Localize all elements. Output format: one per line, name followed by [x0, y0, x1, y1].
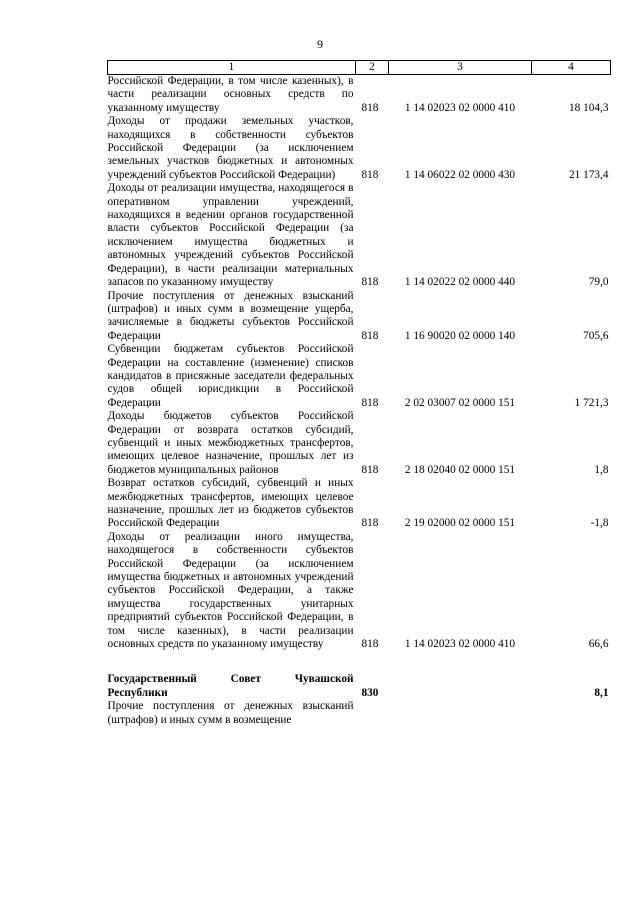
row-amount: 1,8	[594, 463, 609, 476]
column-number-4: 4	[532, 61, 611, 75]
revenue-table	[107, 60, 611, 727]
row-description: Возврат остатков субсидий, субвенций и иных межбюджетных трансфертов, имеющих целевое назначение, прошлых лет из бюджетов субъектов Российской Федерации	[107, 477, 354, 530]
row-amount	[532, 700, 611, 727]
table-row	[108, 115, 611, 182]
row-description: Прочие поступления от денежных взысканий (штрафов) и иных сумм в возмещение ущерба, зачисляемые в бюджеты субъектов Российской Федерации	[107, 289, 354, 342]
section-amount: 8,1	[594, 686, 609, 699]
row-admin-code: 818	[361, 396, 379, 409]
row-amount: -1,8	[590, 517, 609, 530]
row-admin-code: 818	[361, 329, 379, 342]
row-admin-code: 818	[361, 638, 379, 651]
section-header-row	[108, 673, 611, 700]
page-number: 9	[317, 37, 323, 51]
row-admin-code: 818	[361, 276, 379, 289]
column-number-2: 2	[356, 61, 389, 75]
section-title: Государственный Совет Чувашской Республики	[107, 673, 354, 699]
spacer-cell	[108, 651, 611, 673]
section-budget-code	[389, 673, 532, 700]
row-description: Доходы от продажи земельных участков, находящихся в собственности субъектов Российской Федерации (за исключением земельных участков бюджетных и автономных учреждений субъектов Российской Федерации)	[107, 115, 354, 181]
table-row	[108, 477, 611, 531]
row-budget-code: 1 16 90020 02 0000 140	[404, 329, 516, 342]
row-budget-code: 1 14 02022 02 0000 440	[404, 276, 516, 289]
row-description: Субвенции бюджетам субъектов Российской Федерации на составление (изменение) списков кандидатов в присяжные заседатели федеральных судов общей юрисдикции в Российской Федерации	[107, 343, 354, 409]
row-amount: 21 173,4	[568, 168, 609, 181]
table-row	[108, 343, 611, 410]
row-budget-code: 1 14 02023 02 0000 410	[404, 101, 516, 114]
row-admin-code: 818	[361, 168, 379, 181]
row-admin-code	[356, 700, 389, 727]
row-description: Доходы бюджетов субъектов Российской Федерации от возврата остатков субсидий, субвенций и иных межбюджетных трансфертов, имеющих целевое назначение, прошлых лет из бюджетов муниципальных районов	[107, 410, 354, 476]
row-budget-code: 2 02 03007 02 0000 151	[404, 396, 516, 409]
table-row	[108, 531, 611, 652]
table-row	[108, 290, 611, 344]
row-admin-code: 818	[361, 101, 379, 114]
row-amount: 79,0	[588, 276, 609, 289]
table-row-continued	[108, 700, 611, 727]
section-admin-code: 830	[361, 686, 379, 699]
row-admin-code: 818	[361, 463, 379, 476]
table-row	[108, 410, 611, 477]
row-budget-code: 2 18 02040 02 0000 151	[404, 463, 516, 476]
table-row	[108, 182, 611, 289]
column-number-1: 1	[108, 61, 356, 75]
row-amount: 1 721,3	[574, 396, 609, 409]
section-spacer	[108, 651, 611, 673]
row-amount: 18 104,3	[568, 101, 609, 114]
row-amount: 705,6	[583, 329, 609, 342]
row-budget-code: 1 14 02023 02 0000 410	[404, 638, 516, 651]
row-budget-code: 1 14 06022 02 0000 430	[404, 168, 516, 181]
row-budget-code	[389, 700, 532, 727]
row-description: Доходы от реализации иного имущества, находящегося в собственности субъектов Российской Федерации (за исключением имущества бюджетных и автономных учреждений субъектов Российской Федерации, а также имущества государственных унитарных предприятий субъектов Российской Федерации, в том числе казенных), в части реализации основных средств по указанному имуществу	[107, 530, 354, 651]
row-amount: 66,6	[588, 638, 609, 651]
column-number-3: 3	[389, 61, 532, 75]
row-description: Российской Федерации, в том числе казенных), в части реализации основных средств по указанному имуществу	[107, 75, 354, 114]
row-description: Прочие поступления от денежных взысканий (штрафов) и иных сумм в возмещение	[107, 700, 354, 726]
row-admin-code: 818	[361, 517, 379, 530]
column-number-row	[108, 61, 611, 75]
row-budget-code: 2 19 02000 02 0000 151	[404, 517, 516, 530]
table-row	[108, 75, 611, 116]
row-description: Доходы от реализации имущества, находящегося в оперативном управлении учреждений, находящихся в ведении органов государственной власти субъектов Российской Федерации (за исключением имущества бюджетных и автономных учреждений субъектов Российской Федерации), в части реализации материальных запасов по указанному имуществу	[107, 182, 354, 289]
